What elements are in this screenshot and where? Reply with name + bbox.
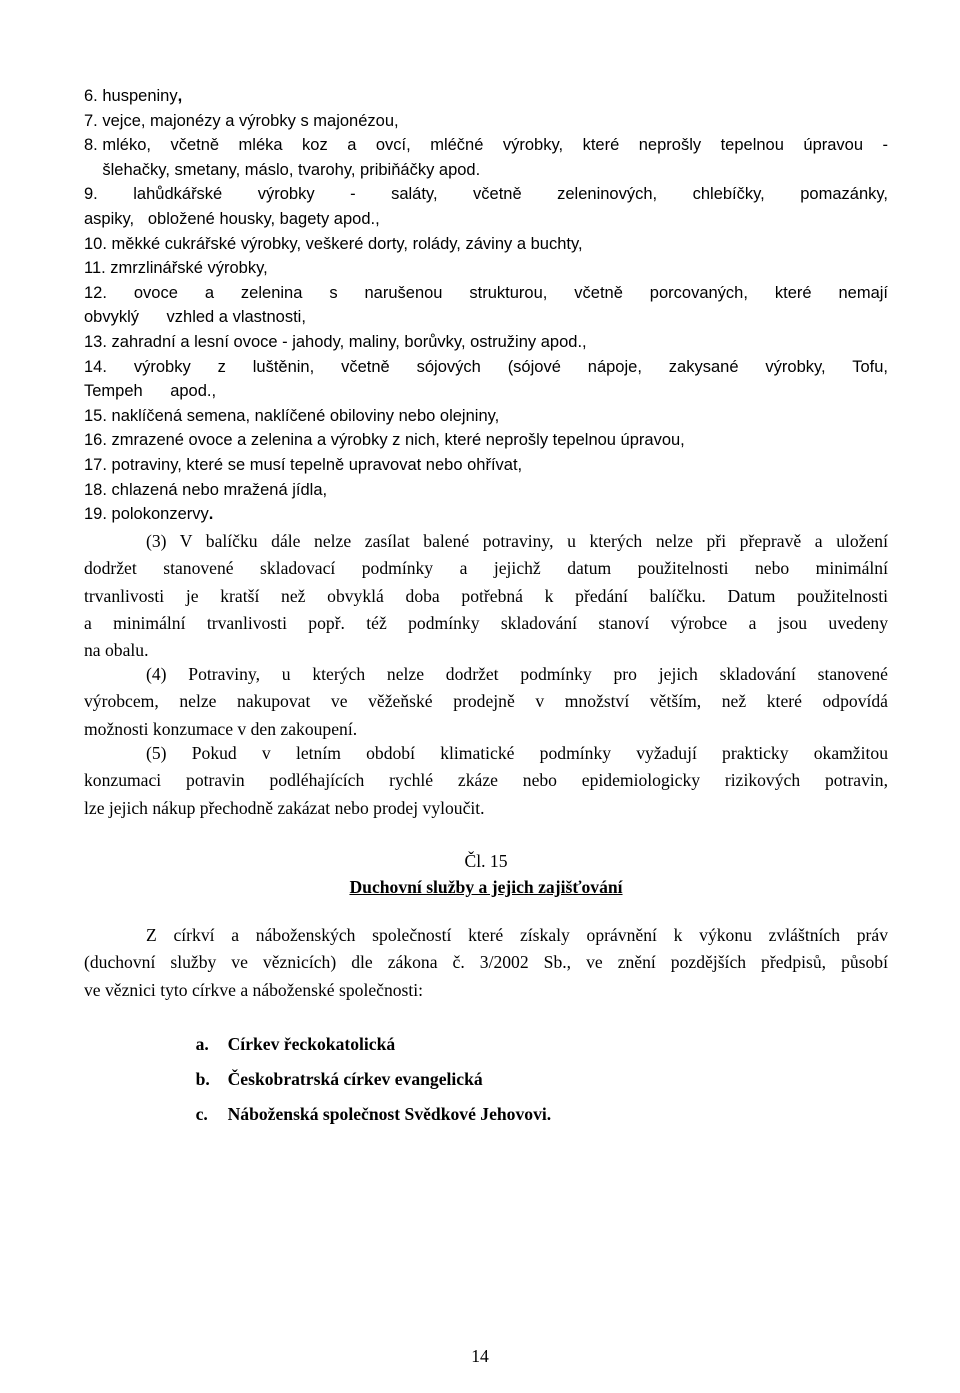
list-item: 8. mléko, včetně mléka koz a ovcí, mléčné výrobky, které neprošly tepelnou úpravou - šlehačky, smetany, máslo, tvarohy, pribiňáčky apod. (84, 133, 888, 182)
paragraph-5: (5) Pokud v letním období klimatické podmínky vyžadují prakticky okamžitou konzumaci potravin podléhajících rychlé zkáze nebo epidemiologicky rizikových potravin, lze jejich nákup přechodně zakázat nebo prodej vyloučit. (84, 743, 888, 818)
list-item-text: mléko, včetně mléka koz a ovcí, mléčné výrobky, které neprošly tepelnou úpravou - (102, 136, 888, 155)
food-list (84, 84, 888, 527)
list-item-text: šlehačky, smetany, máslo, tvarohy, pribiňáčky apod. (102, 160, 481, 179)
list-item-text: naklíčená semena, naklíčené obiloviny nebo olejniny, (111, 406, 500, 425)
paragraph-4: (4) Potraviny, u kterých nelze dodržet podmínky pro jejich skladování stanovené výrobcem, nelze nakupovat ve věžeňské prodejně v množství větším, než které odpovídá možnosti konzumace v den zakoupení. (84, 664, 888, 739)
list-item-text: vejce, majonézy a výrobky s majonézou, (102, 111, 399, 130)
page-number: 14 (471, 1346, 489, 1366)
list-item-text: obvyklý vzhled a vlastnosti, (84, 308, 306, 327)
list-item: c. Náboženská společnost Svědkové Jehovovi. (195, 1104, 552, 1124)
list-item: 17. potraviny, které se musí tepelně upravovat nebo ohřívat, (84, 453, 888, 478)
list-item-text: ovoce a zelenina s narušenou strukturou, včetně porcovaných, které nemají (133, 283, 888, 302)
list-item-text: Tempeh apod., (84, 382, 217, 401)
list-item: 16. zmrazené ovoce a zelenina a výrobky z nich, které neprošly tepelnou úpravou, (84, 428, 888, 453)
list-item-text: potraviny, které se musí tepelně upravovat nebo ohřívat, (111, 455, 523, 474)
church-name: Náboženská společnost Svědkové Jehovovi. (227, 1104, 552, 1124)
list-item: 18. chlazená nebo mražená jídla, (84, 478, 888, 503)
list-item: 9. lahůdkářské výrobky - saláty, včetně zeleninových, chlebíčky, pomazánky, aspiky, obložené housky, bagety apod., (84, 182, 888, 231)
list-item: 12. ovoce a zelenina s narušenou strukturou, včetně porcovaných, které nemají obvyklý vzhled a vlastnosti, (84, 281, 888, 330)
list-item-text: zmrazené ovoce a zelenina a výrobky z nich, které neprošly tepelnou úpravou, (111, 431, 685, 450)
list-item: 11. zmrzlinářské výrobky, (84, 256, 888, 281)
list-item: 14. výrobky z luštěnin, včetně sójových (sójové nápoje, zakysané výrobky, Tofu, Tempeh apod., (84, 355, 888, 404)
list-item-text: chlazená nebo mražená jídla, (111, 480, 328, 499)
church-name: Církev řeckokatolická (227, 1034, 396, 1054)
list-item: b. Českobratrská církev evangelická (195, 1069, 483, 1089)
list-item-text: huspeniny (102, 87, 178, 105)
list-item-text: zahradní a lesní ovoce - jahody, maliny, borůvky, ostružiny apod., (111, 332, 587, 351)
list-item: a. Církev řeckokatolická (195, 1034, 396, 1054)
paragraph-article: Z církví a náboženských společností které získaly oprávnění k výkonu zvláštních práv (duchovní služby ve věznicích) dle zákona č. 3/2002 Sb., ve znění pozdějších předpisů, působí ve věznici tyto církve a náboženské společnosti: (84, 925, 888, 1000)
article-number: Čl. 15 (464, 851, 508, 871)
list-item: 6. huspeniny , (84, 84, 888, 109)
article-heading: Duchovní služby a jejich zajišťování (349, 877, 623, 897)
paragraph-3: (3) V balíčku dále nelze zasílat balené potraviny, u kterých nelze při přepravě a uložení dodržet stanovené skladovací podmínky a jejichž datum použitelnosti nebo minimální trvanlivosti je kratší než obvyklá doba potřebná k předání balíčku. Datum použitelnosti a minimální trvanlivosti popř. též podmínky skladování stanoví výrobce a jsou uvedeny na obalu. (84, 531, 888, 661)
list-item-text: polokonzervy (111, 505, 209, 524)
list-item: 7. vejce, majonézy a výrobky s majonézou, (84, 109, 888, 134)
list-item: 19. polokonzervy . (84, 502, 888, 527)
church-name: Českobratrská církev evangelická (227, 1069, 483, 1089)
list-item-text: výrobky z luštěnin, včetně sójových (sójové nápoje, zakysané výrobky, Tofu, (133, 357, 888, 376)
list-item: 15. naklíčená semena, naklíčené obiloviny nebo olejniny, (84, 404, 888, 429)
list-item-text: aspiky, obložené housky, bagety apod., (84, 209, 380, 228)
list-item-text: měkké cukrářské výrobky, veškeré dorty, rolády, záviny a buchty, (111, 234, 583, 253)
list-item: 13. zahradní a lesní ovoce - jahody, maliny, borůvky, ostružiny apod., (84, 330, 888, 355)
list-item-text: lahůdkářské výrobky - saláty, včetně zeleninových, chlebíčky, pomazánky, (133, 185, 888, 204)
list-item-text: zmrzlinářské výrobky, (110, 259, 268, 278)
list-item: 10. měkké cukrářské výrobky, veškeré dorty, rolády, záviny a buchty, (84, 232, 888, 257)
